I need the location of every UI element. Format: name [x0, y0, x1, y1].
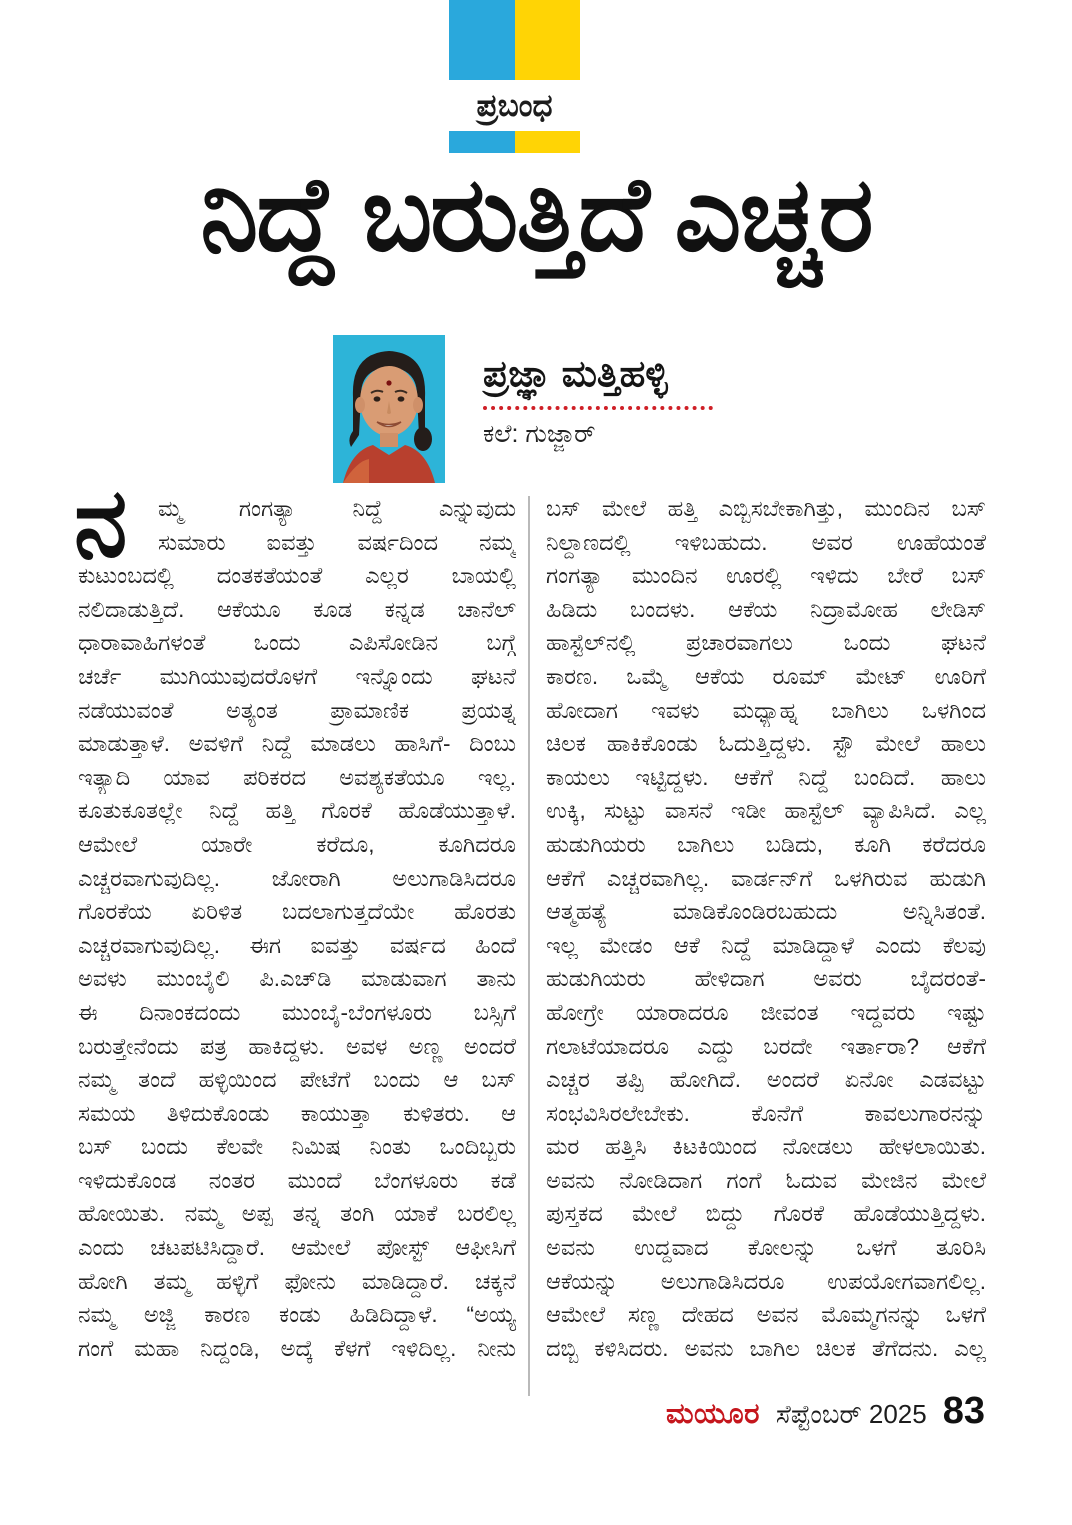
text-line: ಎಚ್ಚರ ತಪ್ಪಿ ಹೋಗಿದೆ. ಅಂದರೆ ಏನೋ ಎಡವಟ್ಟು — [546, 1067, 986, 1093]
column-1-lines — [78, 492, 516, 1365]
text-line: ಗಂಗತ್ಯಾ ಮುಂದಿನ ಊರಲ್ಲಿ ಇಳಿದು ಬೇರೆ ಬಸ್ — [546, 563, 986, 589]
text-line: ಗಂಗೆ ಮಹಾ ನಿದ್ದಂಡಿ, ಅದ್ಕೆ ಕೆಳಗೆ ಇಳಿದಿಲ್ಲ. ನೀನು — [78, 1335, 516, 1361]
column-divider — [528, 496, 530, 1396]
text-line: ಇಳಿದುಕೊಂಡ ನಂತರ ಮುಂದೆ ಬೆಂಗಳೂರು ಕಡೆ — [78, 1167, 516, 1193]
page-number: 83 — [942, 1390, 985, 1432]
drop-cap: ನ — [74, 470, 128, 577]
text-line: ನಮ್ಮ ಅಜ್ಜಿ ಕಾರಣ ಕಂಡು ಹಿಡಿದಿದ್ದಾಳೆ. “ಅಯ್ಯ — [78, 1302, 516, 1328]
text-line: ಮಾಡುತ್ತಾಳೆ. ಅವಳಿಗೆ ನಿದ್ದೆ ಮಾಡಲು ಹಾಸಿಗೆ- ದಿಂಬು — [78, 731, 516, 757]
text-line: ಆಮೇಲೆ ಸಣ್ಣ ದೇಹದ ಅವನ ಮೊಮ್ಮಗನನ್ನು ಒಳಗೆ — [546, 1302, 986, 1328]
text-line: ಗೊರಕೆಯ ಏರಿಳಿತ ಬದಲಾಗುತ್ತದೆಯೇ ಹೊರತು — [78, 899, 516, 925]
text-line: ಕೂತುಕೂತಲ್ಲೇ ನಿದ್ದೆ ಹತ್ತಿ ಗೊರಕೆ ಹೊಡೆಯುತ್ತಾಳೆ. — [78, 798, 516, 824]
text-line: ಆಕೆಗೆ ಎಚ್ಚರವಾಗಿಲ್ಲ. ವಾರ್ಡನ್‌ಗೆ ಒಳಗಿರುವ ಹುಡುಗಿ — [546, 865, 986, 891]
text-line: ಮರ ಹತ್ತಿಸಿ ಕಿಟಕಿಯಿಂದ ನೋಡಲು ಹೇಳಲಾಯಿತು. — [546, 1134, 986, 1160]
byline-text — [483, 335, 713, 483]
kicker-color-blocks-top — [449, 0, 580, 80]
text-line: ಆಕೆಯನ್ನು ಅಲುಗಾಡಿಸಿದರೂ ಉಪಯೋಗವಾಗಲಿಲ್ಲ. — [546, 1268, 986, 1294]
text-line: ಸುಮಾರು ಐವತ್ತು ವರ್ಷದಿಂದ ನಮ್ಮ — [158, 529, 516, 555]
text-line: ಅವಳು ಮುಂಬೈಲಿ ಪಿ.ಎಚ್‌ಡಿ ಮಾಡುವಾಗ ತಾನು — [78, 966, 516, 992]
text-line: ನಡೆಯುವಂತೆ ಅತ್ಯಂತ ಪ್ರಾಮಾಣಿಕ ಪ್ರಯತ್ನ — [78, 697, 516, 723]
text-line: ಇತ್ಯಾದಿ ಯಾವ ಪರಿಕರದ ಅವಶ್ಯಕತೆಯೂ ಇಲ್ಲ. — [78, 764, 516, 790]
magazine-name: ಮಯೂರ — [665, 1398, 760, 1430]
text-line: ದಬ್ಬಿ ಕಳಿಸಿದರು. ಅವನು ಬಾಗಿಲ ಚಿಲಕ ತೆಗೆದನು. ಎಲ್ಲ — [546, 1335, 986, 1361]
column-2-lines — [546, 492, 986, 1365]
author-name: ಪ್ರಜ್ಞಾ ಮತ್ತಿಹಳ್ಳಿ — [483, 353, 713, 410]
text-line: ಎಂದು ಚಟಪಟಿಸಿದ್ದಾರೆ. ಆಮೇಲೆ ಪೋಸ್ಟ್ ಆಫೀಸಿಗೆ — [78, 1235, 516, 1261]
text-line: ಕಾಯಲು ಇಟ್ಟಿದ್ದಳು. ಆಕೆಗೆ ನಿದ್ದೆ ಬಂದಿದೆ. ಹಾಲು — [546, 764, 986, 790]
page-footer — [666, 1390, 985, 1433]
text-line: ಕಾರಣ. ಒಮ್ಮೆ ಆಕೆಯ ರೂಮ್ ಮೇಟ್ ಊರಿಗೆ — [546, 663, 986, 689]
text-line: ನಿಲ್ದಾಣದಲ್ಲಿ ಇಳಿಬಹುದು. ಅವರ ಊಹೆಯಂತೆ — [546, 529, 986, 555]
text-line: ಹಿಡಿದು ಬಂದಳು. ಆಕೆಯ ನಿದ್ರಾಮೋಹ ಲೇಡಿಸ್ — [546, 596, 986, 622]
text-line: ಹೋಗಿ ತಮ್ಮ ಹಳ್ಳಿಗೆ ಫೋನು ಮಾಡಿದ್ದಾರೆ. ಚಕ್ಕನೆ — [78, 1268, 516, 1294]
text-line: ನಮ್ಮ ತಂದೆ ಹಳ್ಳಿಯಿಂದ ಪೇಟೆಗೆ ಬಂದು ಆ ಬಸ್ — [78, 1067, 516, 1093]
text-line: ಚರ್ಚೆ ಮುಗಿಯುವುದರೊಳಗೆ ಇನ್ನೊಂದು ಘಟನೆ — [78, 663, 516, 689]
yellow-strip — [515, 131, 581, 153]
text-line: ಹೋಗ್ರೇ ಯಾರಾದರೂ ಜೀವಂತ ಇದ್ದವರು ಇಷ್ಟು — [546, 999, 986, 1025]
blue-block — [449, 0, 515, 80]
text-line: ಹೋಯಿತು. ನಮ್ಮ ಅಪ್ಪ ತನ್ನ ತಂಗಿ ಯಾಕೆ ಬರಲಿಲ್ಲ — [78, 1201, 516, 1227]
yellow-block — [515, 0, 581, 80]
text-line: ಚಿಲಕ ಹಾಕಿಕೊಂಡು ಓದುತ್ತಿದ್ದಳು. ಸ್ಟೌ ಮೇಲೆ ಹಾಲು — [546, 731, 986, 757]
text-line: ಮ್ಮ ಗಂಗತ್ಯಾ ನಿದ್ದೆ ಎನ್ನುವುದು — [158, 496, 516, 521]
text-line: ಸಮಯ ತಿಳಿದುಕೊಂಡು ಕಾಯುತ್ತಾ ಕುಳಿತರು. ಆ — [78, 1100, 516, 1126]
text-line: ಬರುತ್ತೇನೆಂದು ಪತ್ರ ಹಾಕಿದ್ದಳು. ಅವಳ ಅಣ್ಣ ಅಂದರೆ — [78, 1033, 516, 1059]
blue-strip — [449, 131, 515, 153]
text-line: ಪುಸ್ತಕದ ಮೇಲೆ ಬಿದ್ದು ಗೊರಕೆ ಹೊಡೆಯುತ್ತಿದ್ದಳು. — [546, 1201, 986, 1227]
text-line: ಎಚ್ಚರವಾಗುವುದಿಲ್ಲ. ಜೋರಾಗಿ ಅಲುಗಾಡಿಸಿದರೂ — [78, 865, 516, 891]
text-line: ಬಸ್ ಮೇಲೆ ಹತ್ತಿ ಎಬ್ಬಿಸಬೇಕಾಗಿತ್ತು, ಮುಂದಿನ ಬಸ್ — [546, 496, 986, 521]
author-photo — [333, 335, 445, 483]
text-line: ಕುಟುಂಬದಲ್ಲಿ ದಂತಕತೆಯಂತೆ ಎಲ್ಲರ ಬಾಯಲ್ಲಿ — [78, 563, 516, 589]
text-line: ಅವನು ನೋಡಿದಾಗ ಗಂಗೆ ಓದುವ ಮೇಜಿನ ಮೇಲೆ — [546, 1167, 986, 1193]
article-column-1 — [74, 470, 516, 1365]
text-line: ಆತ್ಮಹತ್ಯೆ ಮಾಡಿಕೊಂಡಿರಬಹುದು ಅನ್ನಿಸಿತಂತೆ. — [546, 899, 986, 925]
text-line: ಹಾಸ್ಟೆಲ್‌ನಲ್ಲಿ ಪ್ರಚಾರವಾಗಲು ಒಂದು ಘಟನೆ — [546, 630, 986, 656]
text-line: ಹೋದಾಗ ಇವಳು ಮಧ್ಯಾಹ್ನ ಬಾಗಿಲು ಒಳಗಿಂದ — [546, 697, 986, 723]
article-title: ನಿದ್ದೆ ಬರುತ್ತಿದೆ ಎಚ್ಚರ — [200, 157, 872, 273]
text-line: ಹುಡುಗಿಯರು ಬಾಗಿಲು ಬಡಿದು, ಕೂಗಿ ಕರೆದರೂ — [546, 831, 986, 857]
text-line: ಗಲಾಟೆಯಾದರೂ ಎದ್ದು ಬರದೇ ಇರ್ತಾರಾ? ಆಕೆಗೆ — [546, 1033, 986, 1059]
kicker-block — [449, 0, 580, 153]
text-line: ಧಾರಾವಾಹಿಗಳಂತೆ ಒಂದು ಎಪಿಸೋಡಿನ ಬಗ್ಗೆ — [78, 630, 516, 656]
byline — [333, 335, 713, 483]
kicker-label: ಪ್ರಬಂಧ — [476, 88, 553, 123]
text-line: ಹುಡುಗಿಯರು ಹೇಳಿದಾಗ ಅವರು ಬೈದರಂತೆ- — [546, 966, 986, 992]
text-line: ಇಲ್ಲ ಮೇಡಂ ಆಕೆ ನಿದ್ದೆ ಮಾಡಿದ್ದಾಳೆ ಎಂದು ಕೆಲವು — [546, 932, 986, 958]
text-line: ಬಸ್ ಬಂದು ಕೆಲವೇ ನಿಮಿಷ ನಿಂತು ಒಂದಿಬ್ಬರು — [78, 1134, 516, 1160]
text-line: ನಲಿದಾಡುತ್ತಿದೆ. ಆಕೆಯೂ ಕೂಡ ಕನ್ನಡ ಚಾನೆಲ್ — [78, 596, 516, 622]
art-credit: ಕಲೆ: ಗುಜ್ಜಾರ್ — [483, 420, 596, 448]
text-line: ಉಕ್ಕಿ, ಸುಟ್ಟು ವಾಸನೆ ಇಡೀ ಹಾಸ್ಟೆಲ್ ವ್ಯಾಪಿಸಿದೆ. ಎಲ್ಲ — [546, 798, 986, 824]
article-column-2 — [546, 492, 986, 1365]
text-line: ಈ ದಿನಾಂಕದಂದು ಮುಂಬೈ-ಬೆಂಗಳೂರು ಬಸ್ಸಿಗೆ — [78, 999, 516, 1025]
text-line: ಅವನು ಉದ್ದವಾದ ಕೋಲನ್ನು ಒಳಗೆ ತೂರಿಸಿ — [546, 1235, 986, 1261]
kicker-color-blocks-bottom — [449, 131, 580, 153]
text-line: ಸಂಭವಿಸಿರಲೇಬೇಕು. ಕೊನೆಗೆ ಕಾವಲುಗಾರನನ್ನು — [546, 1100, 986, 1126]
text-line: ಎಚ್ಚರವಾಗುವುದಿಲ್ಲ. ಈಗ ಐವತ್ತು ವರ್ಷದ ಹಿಂದೆ — [78, 932, 516, 958]
text-line: ಆಮೇಲೆ ಯಾರೇ ಕರೆದೂ, ಕೂಗಿದರೂ — [78, 831, 516, 857]
issue-date: ಸೆಪ್ಟೆಂಬರ್ 2025 — [775, 1399, 927, 1429]
